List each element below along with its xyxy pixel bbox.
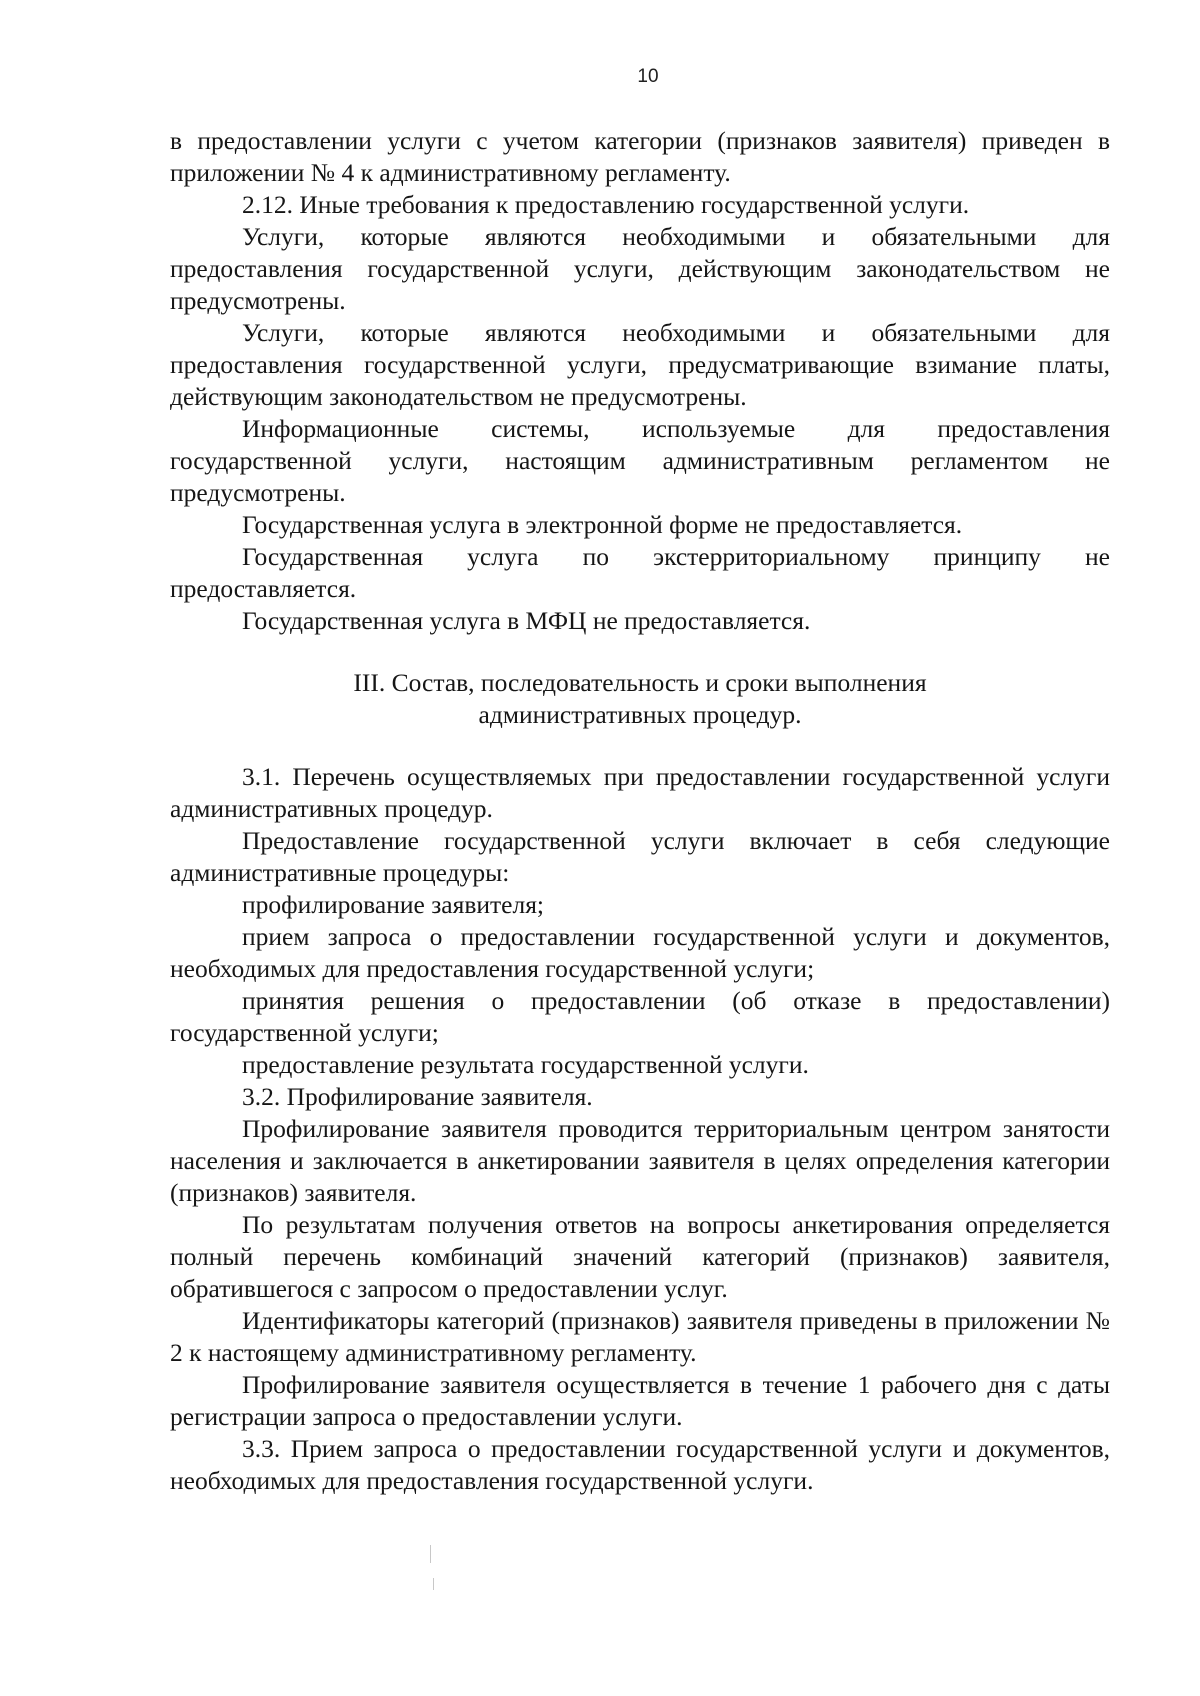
paragraph: Государственная услуга по экстерриториальному принципу не предоставляется. [170, 542, 1110, 603]
paragraph: в предоставлении услуги с учетом категории (признаков заявителя) приведен в приложении № 4 к административному регламенту. [170, 126, 1110, 187]
paragraph: Профилирование заявителя проводится территориальным центром занятости населения и заключается в анкетировании заявителя в целях определения категории (признаков) заявителя. [170, 1114, 1110, 1207]
section-title-line: административных процедур. [478, 700, 802, 729]
paragraph: Государственная услуга в МФЦ не предоставляется. [242, 606, 811, 635]
paragraph: Идентификаторы категорий (признаков) заявителя приведены в приложении № 2 к настоящему административному регламенту. [170, 1306, 1110, 1367]
paragraph: Государственная услуга в электронной форме не предоставляется. [242, 510, 963, 539]
scan-artifact [433, 1578, 434, 1590]
paragraph: Предоставление государственной услуги включает в себя следующие административные процедуры: [170, 826, 1110, 887]
paragraph: По результатам получения ответов на вопросы анкетирования определяется полный перечень комбинаций значений категорий (признаков) заявителя, обратившегося с запросом о предоставлении услуг. [170, 1210, 1110, 1303]
paragraph: 3.2. Профилирование заявителя. [242, 1082, 593, 1111]
scan-artifact [430, 1545, 431, 1563]
paragraph: 3.3. Прием запроса о предоставлении государственной услуги и документов, необходимых для предоставления государственной услуги. [170, 1434, 1110, 1495]
paragraph: Информационные системы, используемые для предоставления государственной услуги, настоящим административным регламентом не предусмотрены. [170, 414, 1110, 507]
paragraph: Услуги, которые являются необходимыми и обязательными для предоставления государственной услуги, предусматривающие взимание платы, действующим законодательством не предусмотрены. [170, 318, 1110, 411]
section-title [170, 667, 1110, 731]
list-item: принятия решения о предоставлении (об отказе в предоставлении) государственной услуги; [170, 986, 1110, 1047]
paragraph: 2.12. Иные требования к предоставлению государственной услуги. [242, 190, 970, 219]
list-item: предоставление результата государственной услуги. [242, 1050, 809, 1079]
page-number: 10 [637, 66, 659, 87]
document-body [170, 125, 1110, 1497]
list-item: прием запроса о предоставлении государственной услуги и документов, необходимых для предоставления государственной услуги; [170, 922, 1110, 983]
paragraph: 3.1. Перечень осуществляемых при предоставлении государственной услуги административных процедур. [170, 762, 1110, 823]
paragraph: Профилирование заявителя осуществляется в течение 1 рабочего дня с даты регистрации запроса о предоставлении услуги. [170, 1370, 1110, 1431]
paragraph: Услуги, которые являются необходимыми и обязательными для предоставления государственной услуги, действующим законодательством не предусмотрены. [170, 222, 1110, 315]
list-item: профилирование заявителя; [242, 890, 545, 919]
section-title-line: III. Состав, последовательность и сроки выполнения [353, 668, 927, 697]
